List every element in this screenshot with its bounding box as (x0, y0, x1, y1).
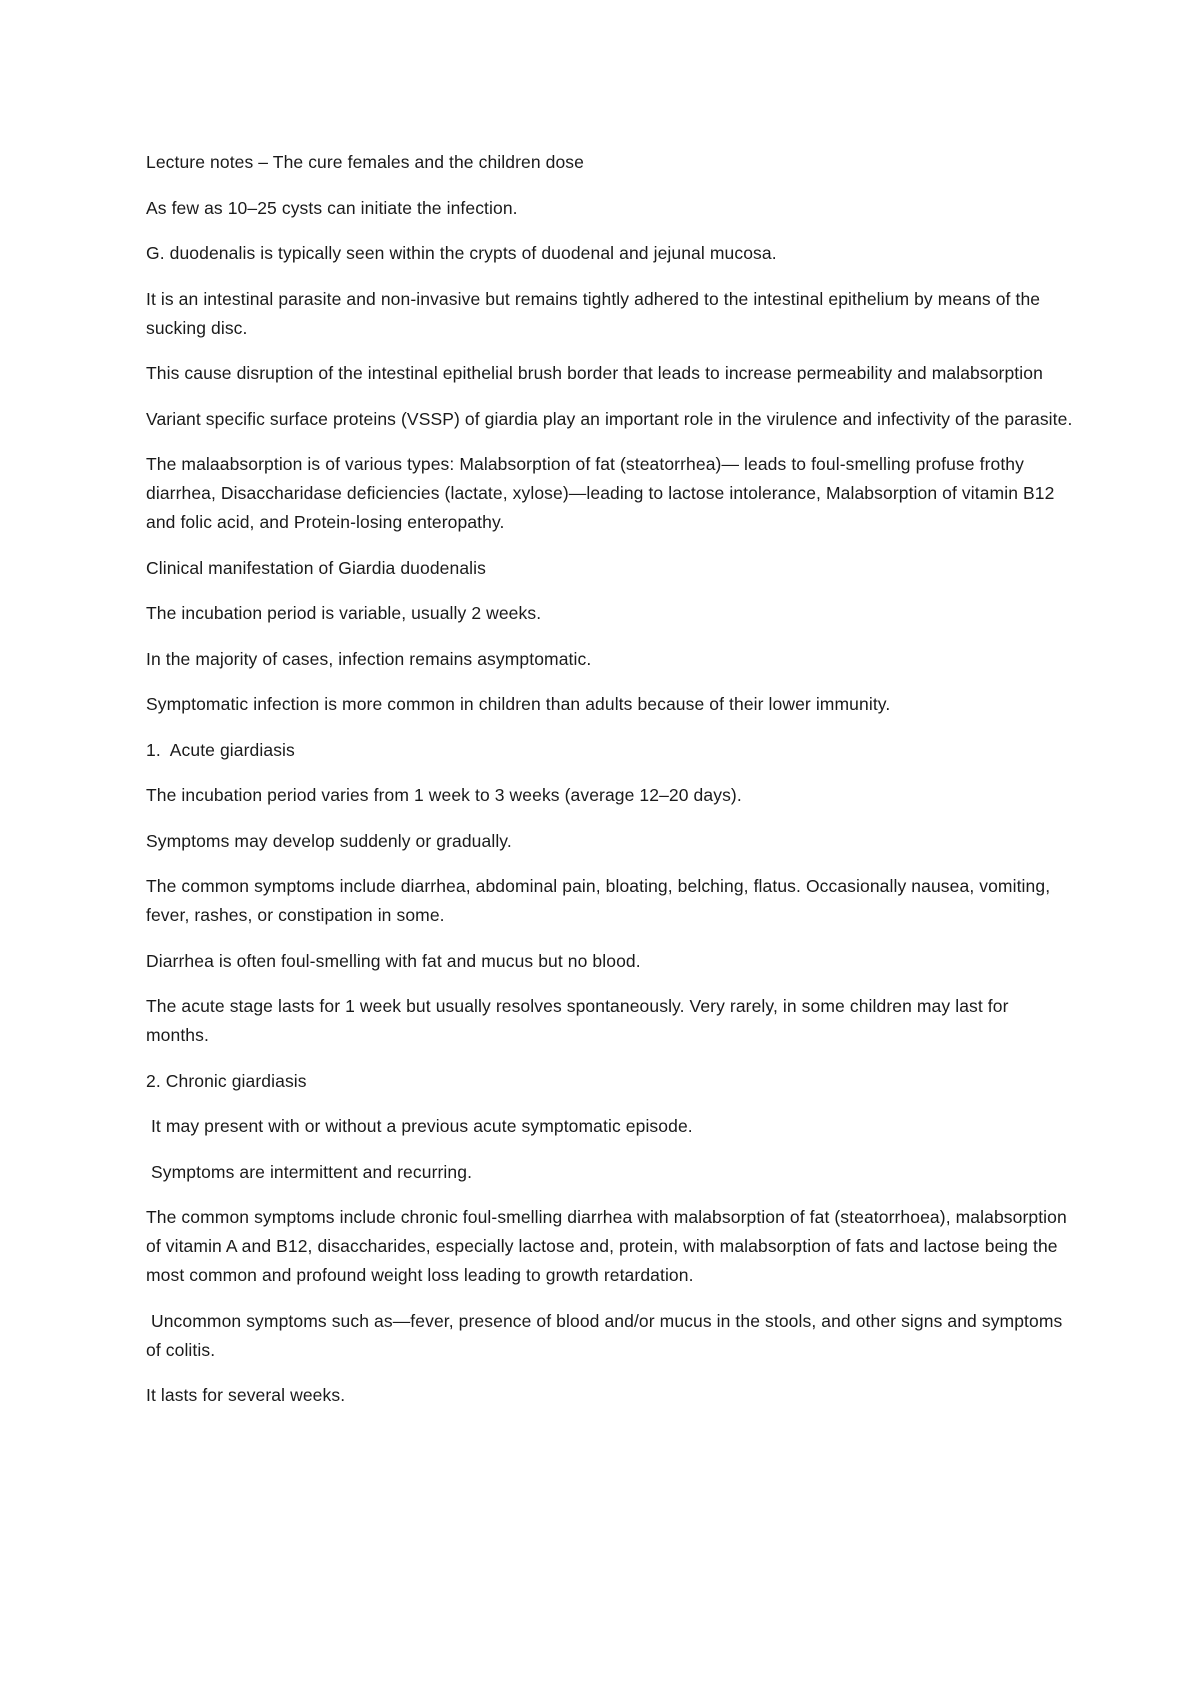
paragraph: The common symptoms include chronic foul-smelling diarrhea with malabsorption of fat (steatorrhoea), malabsorption of vitamin A and B12, disaccharides, especially lactose and, protein, with malabsorption of fats and lactose being the most common and profound weight loss leading to growth retardation. (146, 1207, 1072, 1285)
paragraph: Variant specific surface proteins (VSSP) of giardia play an important role in the virulence and infectivity of the parasite. (146, 408, 1073, 429)
paragraph: The incubation period varies from 1 week to 3 weeks (average 12–20 days). (146, 785, 742, 805)
paragraph: The incubation period is variable, usually 2 weeks. (146, 603, 542, 623)
paragraph: It may present with or without a previous acute symptomatic episode. (146, 1116, 693, 1136)
paragraph: In the majority of cases, infection remains asymptomatic. (146, 648, 592, 669)
paragraph: Diarrhea is often foul-smelling with fat and mucus but no blood. (146, 950, 641, 971)
paragraph: The common symptoms include diarrhea, abdominal pain, bloating, belching, flatus. Occasionally nausea, vomiting, fever, rashes, or constipation in some. (146, 876, 1056, 925)
paragraph: Uncommon symptoms such as—fever, presence of blood and/or mucus in the stools, and other signs and symptoms of colitis. (146, 1310, 1068, 1360)
paragraph: Symptoms may develop suddenly or gradually. (146, 830, 512, 851)
subsection-heading: 1. Acute giardiasis (146, 739, 295, 760)
paragraph: It is an intestinal parasite and non-invasive but remains tightly adhered to the intestinal epithelium by means of the sucking disc. (146, 288, 1046, 338)
document-body (146, 148, 1076, 1427)
paragraph: This cause disruption of the intestinal epithelial brush border that leads to increase permeability and malabsorption (146, 363, 1043, 383)
paragraph: Symptomatic infection is more common in children than adults because of their lower immunity. (146, 694, 891, 714)
paragraph: It lasts for several weeks. (146, 1385, 346, 1405)
paragraph: As few as 10–25 cysts can initiate the infection. (146, 197, 518, 218)
paragraph: The malaabsorption is of various types: Malabsorption of fat (steatorrhea)— leads to foul-smelling profuse frothy diarrhea, Disaccharidase deficiencies (lactate, xylose)—leading to lactose intolerance, Malabsorption of vitamin B12 and folic acid, and Protein-losing enteropathy. (146, 454, 1060, 532)
subsection-heading: 2. Chronic giardiasis (146, 1070, 307, 1091)
paragraph: Symptoms are intermittent and recurring. (146, 1161, 473, 1182)
paragraph: G. duodenalis is typically seen within the crypts of duodenal and jejunal mucosa. (146, 243, 777, 263)
paragraph: The acute stage lasts for 1 week but usually resolves spontaneously. Very rarely, in some children may last for months. (146, 996, 1014, 1045)
document-title-line: Lecture notes – The cure females and the children dose (146, 152, 584, 172)
section-heading: Clinical manifestation of Giardia duodenalis (146, 557, 487, 578)
